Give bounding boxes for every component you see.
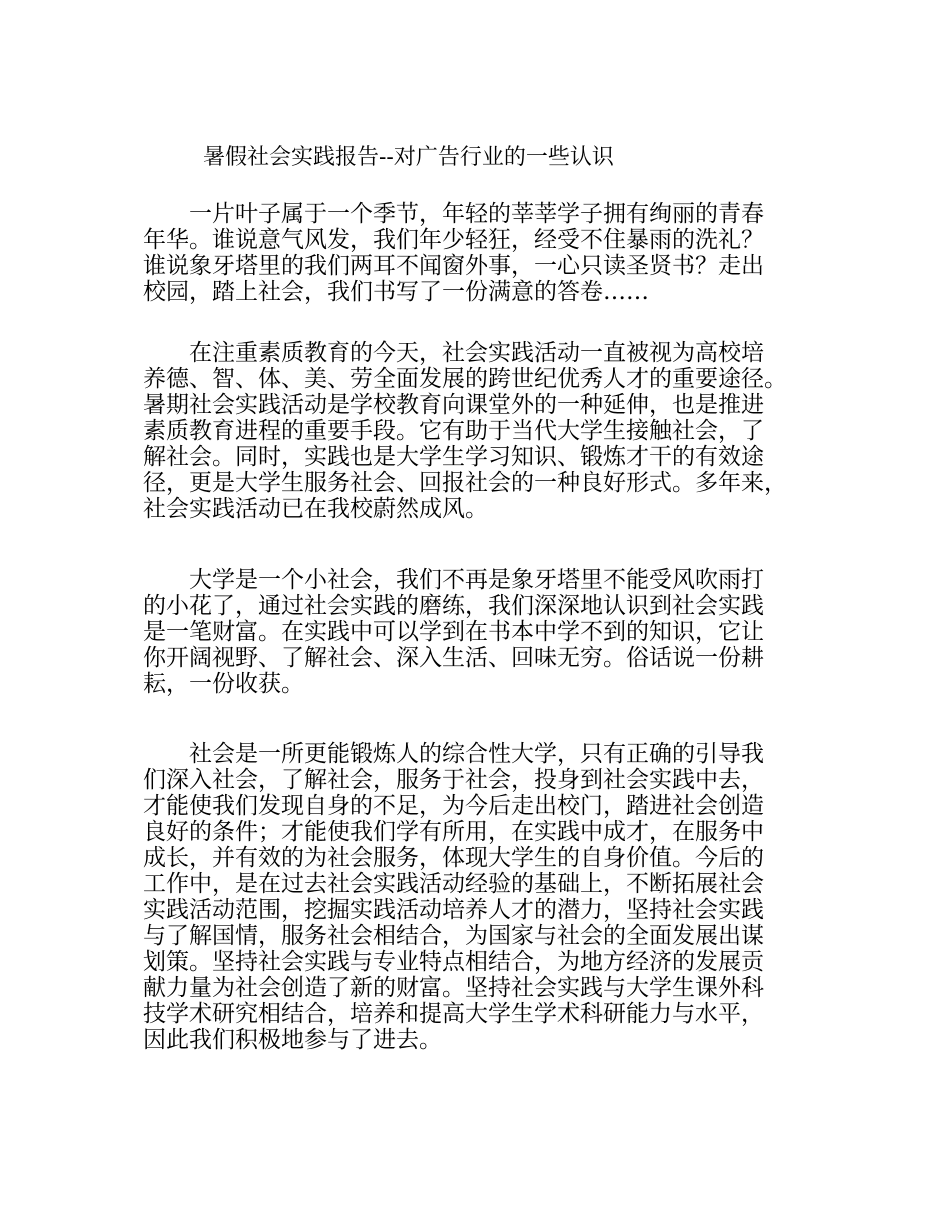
paragraph-line: 解社会。同时，实践也是大学生学习知识、锻炼才干的有效途: [143, 444, 764, 470]
paragraph-line: 是一笔财富。在实践中可以学到在书本中学不到的知识，它让: [143, 619, 764, 645]
paragraph-line: 献力量为社会创造了新的财富。坚持社会实践与大学生课外科: [143, 975, 764, 1001]
paragraph-line: 工作中，是在过去社会实践活动经验的基础上，不断拓展社会: [143, 871, 764, 897]
paragraph-line: 暑期社会实践活动是学校教育向课堂外的一种延伸，也是推进: [143, 392, 764, 418]
paragraph-line: 良好的条件；才能使我们学有所用，在实践中成才，在服务中: [143, 819, 764, 845]
document-title: 暑假社会实践报告--对广告行业的一些认识: [203, 145, 614, 170]
paragraph-line: 才能使我们发现自身的不足，为今后走出校门，踏进社会创造: [143, 793, 764, 819]
paragraph-line: 技学术研究相结合，培养和提高大学生学术科研能力与水平，: [143, 1001, 764, 1027]
paragraph-line: 实践活动范围，挖掘实践活动培养人才的潜力，坚持社会实践: [143, 897, 764, 923]
paragraph-line: 一片叶子属于一个季节，年轻的莘莘学子拥有绚丽的青春: [189, 201, 764, 227]
paragraph-line: 径，更是大学生服务社会、回报社会的一种良好形式。多年来，: [143, 470, 787, 496]
paragraph-3: [143, 567, 764, 697]
paragraph-line: 社会实践活动已在我校蔚然成风。: [143, 496, 488, 522]
paragraph-line: 你开阔视野、了解社会、深入生活、回味无穷。俗话说一份耕: [143, 645, 764, 671]
paragraph-line: 素质教育进程的重要手段。它有助于当代大学生接触社会，了: [143, 418, 764, 444]
paragraph-4: [143, 741, 764, 1053]
paragraph-line: 耘，一份收获。: [143, 671, 304, 697]
paragraph-line: 因此我们积极地参与了进去。: [143, 1027, 442, 1053]
paragraph-1: [143, 201, 764, 305]
paragraph-line: 年华。谁说意气风发，我们年少轻狂，经受不住暴雨的洗礼？: [143, 227, 764, 253]
paragraph-line: 在注重素质教育的今天，社会实践活动一直被视为高校培: [189, 340, 764, 366]
paragraph-line: 成长，并有效的为社会服务，体现大学生的自身价值。今后的: [143, 845, 764, 871]
paragraph-line: 们深入社会，了解社会，服务于社会，投身到社会实践中去，: [143, 767, 764, 793]
paragraph-2: [143, 340, 787, 522]
paragraph-line: 社会是一所更能锻炼人的综合性大学，只有正确的引导我: [189, 741, 764, 767]
paragraph-line: 大学是一个小社会，我们不再是象牙塔里不能受风吹雨打: [189, 567, 764, 593]
paragraph-line: 校园，踏上社会，我们书写了一份满意的答卷……: [143, 279, 649, 305]
paragraph-line: 谁说象牙塔里的我们两耳不闻窗外事，一心只读圣贤书？走出: [143, 253, 764, 279]
paragraph-line: 养德、智、体、美、劳全面发展的跨世纪优秀人才的重要途径。: [143, 366, 787, 392]
paragraph-line: 的小花了，通过社会实践的磨练，我们深深地认识到社会实践: [143, 593, 764, 619]
paragraph-line: 划策。坚持社会实践与专业特点相结合，为地方经济的发展贡: [143, 949, 764, 975]
paragraph-line: 与了解国情，服务社会相结合，为国家与社会的全面发展出谋: [143, 923, 764, 949]
